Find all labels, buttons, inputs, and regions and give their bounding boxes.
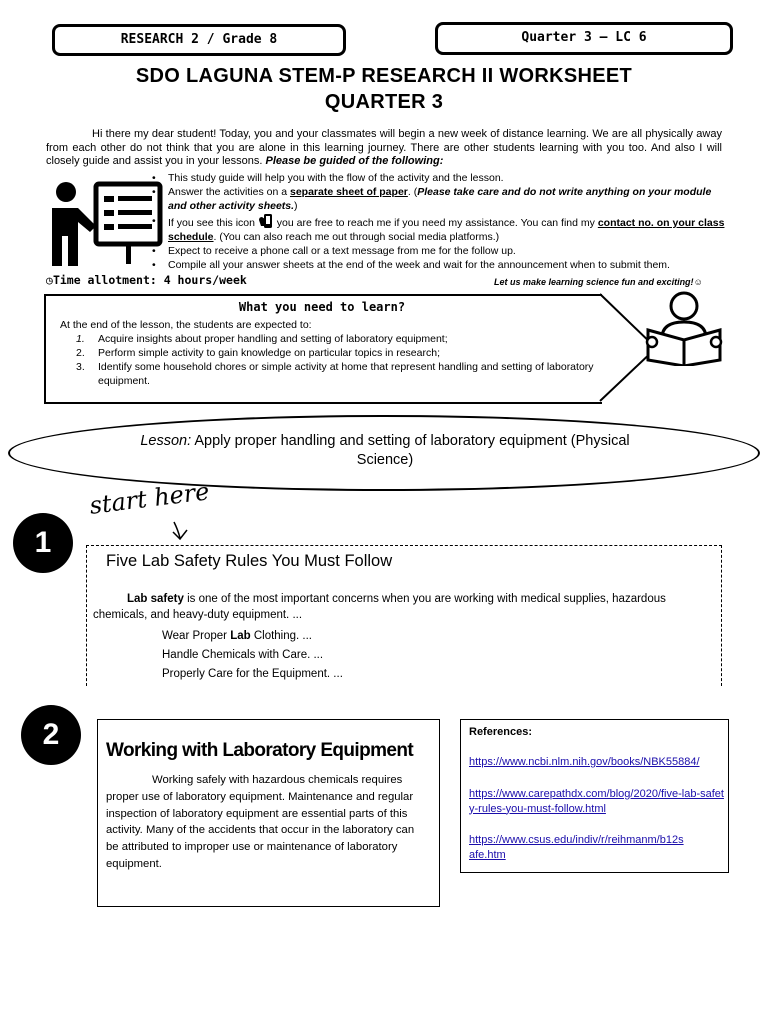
- guide-item: • Expect to receive a phone call or a text message from me for the follow up.: [150, 244, 726, 258]
- clock-icon: ◷: [46, 273, 53, 287]
- references-box: [460, 719, 729, 873]
- lesson-text: [120, 432, 650, 470]
- quarter-pill-text: Quarter 3 – LC 6: [521, 30, 647, 45]
- lesson-description: Apply proper handling and setting of laboratory equipment (Physical Science): [191, 433, 630, 468]
- lab-safety-text: is one of the most important concerns when you are working with medical supplies, hazardous chemicals, and heavy-duty equipment. ...: [93, 593, 666, 621]
- reference-link-1[interactable]: https://www.ncbi.nlm.nih.gov/books/NBK55884/: [469, 756, 700, 768]
- phone-hand-icon: [258, 214, 274, 228]
- safety-rule: Wear Proper Lab Clothing. ...: [162, 630, 313, 642]
- step-1-body: [93, 592, 713, 623]
- start-here-handwriting: [88, 477, 211, 519]
- lesson-label: Lesson:: [140, 433, 192, 449]
- time-allotment-text: Time allotment: 4 hours/week: [52, 273, 247, 287]
- step-2-heading: Working with Laboratory Equipment: [106, 740, 414, 761]
- guide-item: • Compile all your answer sheets at the end of the week and wait for the announcement when to submit them.: [150, 258, 726, 272]
- step-2-badge: [21, 705, 81, 765]
- step-1-heading: Five Lab Safety Rules You Must Follow: [106, 552, 393, 570]
- guide-item: • If you see this icon you are free to reach me if you need my assistance. You can find my contact no. on your class schedule. (You can also reach me out through social media platforms.): [150, 214, 726, 244]
- title-line-1: SDO LAGUNA STEM-P RESEARCH II WORKSHEET: [135, 65, 633, 87]
- objectives-lead: At the end of the lesson, the students are expected to:: [60, 319, 312, 331]
- objectives-heading: What you need to learn?: [238, 300, 406, 314]
- down-arrow-icon: [170, 520, 190, 542]
- step-2-number: 2: [42, 718, 60, 751]
- teacher-board-icon: [44, 180, 164, 266]
- time-allotment: [46, 273, 247, 287]
- step-1-badge: [13, 513, 73, 573]
- tagline: [494, 277, 703, 287]
- objectives-text: [60, 318, 620, 388]
- lab-safety-term: Lab safety: [127, 593, 184, 605]
- objective-item: 3. Identify some household chores or simple activity at home that represent handling and setting of laboratory equipment.: [76, 361, 594, 387]
- objective-item: 1. Acquire insights about proper handling and setting of laboratory equipment;: [76, 333, 448, 345]
- smile-icon: ☺: [693, 277, 703, 287]
- intro-paragraph: [46, 128, 722, 169]
- intro-text: Hi there my dear student! Today, you and your classmates will begin a new week of distance learning. We are all physically away from each other do not think that you are alone in this learning journey. There are other students learning with you too. And also I will closely guide and assist you in your lessons.: [46, 128, 722, 168]
- guide-item: • This study guide will help you with the flow of the activity and the lesson.: [150, 171, 726, 185]
- reading-person-icon: [642, 290, 726, 366]
- title-line-2: QUARTER 3: [324, 91, 444, 113]
- start-here-text: start here: [88, 477, 211, 520]
- guide-list: [150, 171, 726, 272]
- step-2-body: Working safely with hazardous chemicals requires proper use of laboratory equipment. Maintenance and regular inspection of laboratory equipment are essential parts of this activity. Many of the accidents that occur in the laboratory can be attributed to improper use or maintenance of laboratory equipment.: [106, 774, 415, 870]
- objectives-list: [60, 332, 620, 388]
- step-1-number: 1: [34, 526, 52, 559]
- safety-rules-list: [162, 627, 343, 684]
- grade-pill-text: RESEARCH 2 / Grade 8: [120, 32, 278, 47]
- quarter-pill: [435, 22, 733, 55]
- references-heading: References:: [469, 726, 532, 738]
- reference-link-2[interactable]: https://www.carepathdx.com/blog/2020/five-lab-safety-rules-you-must-follow.html: [469, 788, 724, 815]
- page-title: [0, 63, 768, 115]
- reference-link-3[interactable]: https://www.csus.edu/indiv/r/reihmanm/b12safe.htm: [469, 834, 684, 861]
- guide-item: • Answer the activities on a separate sheet of paper. (Please take care and do not write anything on your module and other activity sheets.): [150, 185, 726, 213]
- grade-pill: [52, 24, 346, 56]
- objective-item: 2. Perform simple activity to gain knowledge on particular topics in research;: [76, 347, 440, 359]
- guided-text: Please be guided of the following:: [265, 155, 444, 168]
- safety-rule: Handle Chemicals with Care. ...: [162, 649, 324, 661]
- safety-rule: Properly Care for the Equipment. ...: [162, 668, 343, 680]
- tagline-text: Let us make learning science fun and exciting!: [494, 277, 694, 287]
